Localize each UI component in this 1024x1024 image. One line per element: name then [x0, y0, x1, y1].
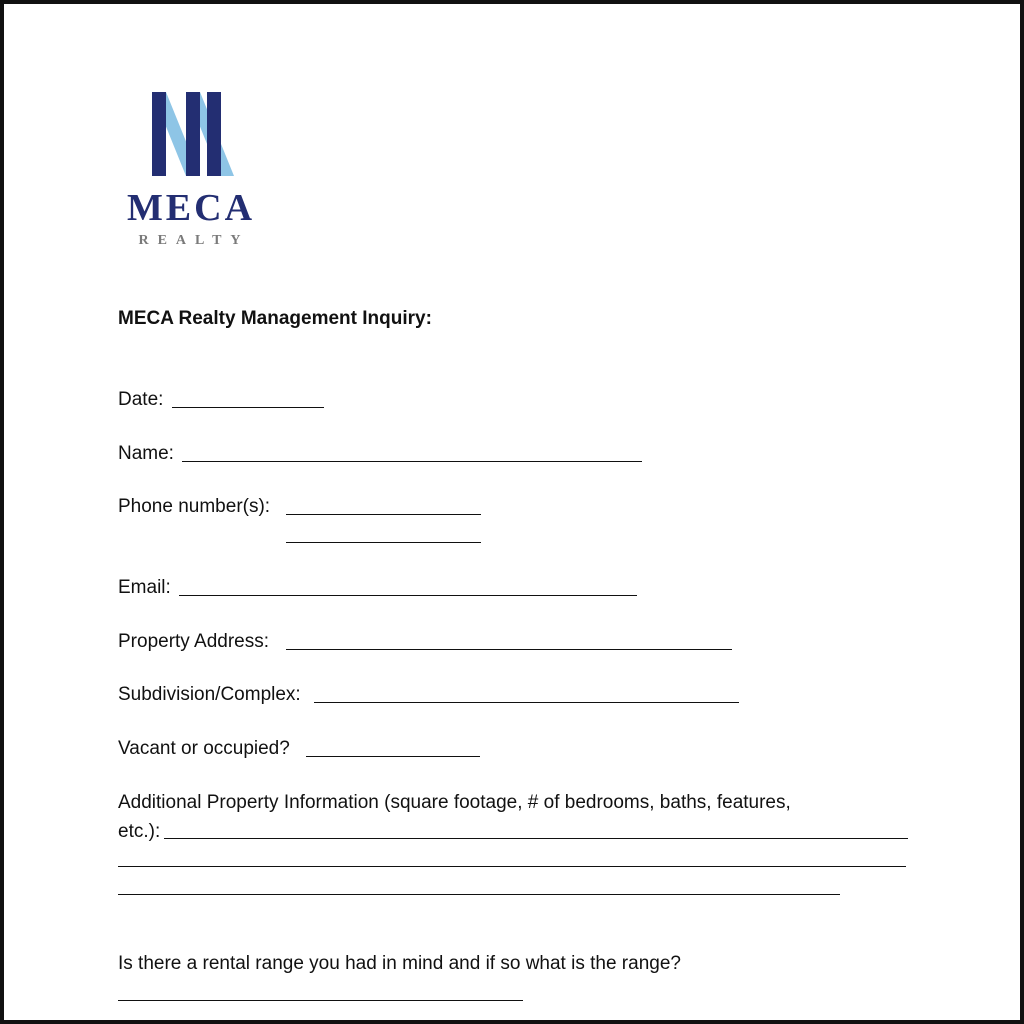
phone-input-line-2[interactable] [286, 542, 481, 543]
name-input-line[interactable] [182, 461, 642, 462]
subdivision-input-line[interactable] [314, 702, 739, 703]
phone-label: Phone number(s): [118, 496, 271, 517]
additional-info-input-line-3[interactable] [118, 894, 840, 895]
property-address-input-line[interactable] [286, 649, 732, 650]
meca-realty-logo-icon [116, 92, 266, 182]
company-logo [116, 92, 266, 254]
additional-info-input-line-1[interactable] [164, 838, 908, 839]
vacant-label: Vacant or occupied? [118, 738, 290, 759]
logo-wordmark: MECA [126, 187, 256, 229]
date-input-line[interactable] [172, 407, 324, 408]
phone-input-line-1[interactable] [286, 514, 481, 515]
property-address-label: Property Address: [118, 631, 270, 652]
additional-info-input-line-2[interactable] [118, 866, 906, 867]
date-label: Date: [118, 389, 164, 410]
rental-range-input-line[interactable] [118, 1000, 523, 1001]
email-input-line[interactable] [179, 595, 637, 596]
logo-subtitle: REALTY [138, 233, 250, 248]
additional-info-label-line2: etc.): [118, 821, 161, 842]
vacant-input-line[interactable] [306, 756, 480, 757]
subdivision-label: Subdivision/Complex: [118, 684, 301, 705]
additional-info-label-line1: Additional Property Information (square footage, # of bedrooms, baths, features, [118, 792, 791, 813]
name-label: Name: [118, 443, 174, 464]
rental-range-question: Is there a rental range you had in mind and if so what is the range? [118, 953, 681, 974]
email-label: Email: [118, 577, 171, 598]
form-title: MECA Realty Management Inquiry: [118, 308, 432, 329]
